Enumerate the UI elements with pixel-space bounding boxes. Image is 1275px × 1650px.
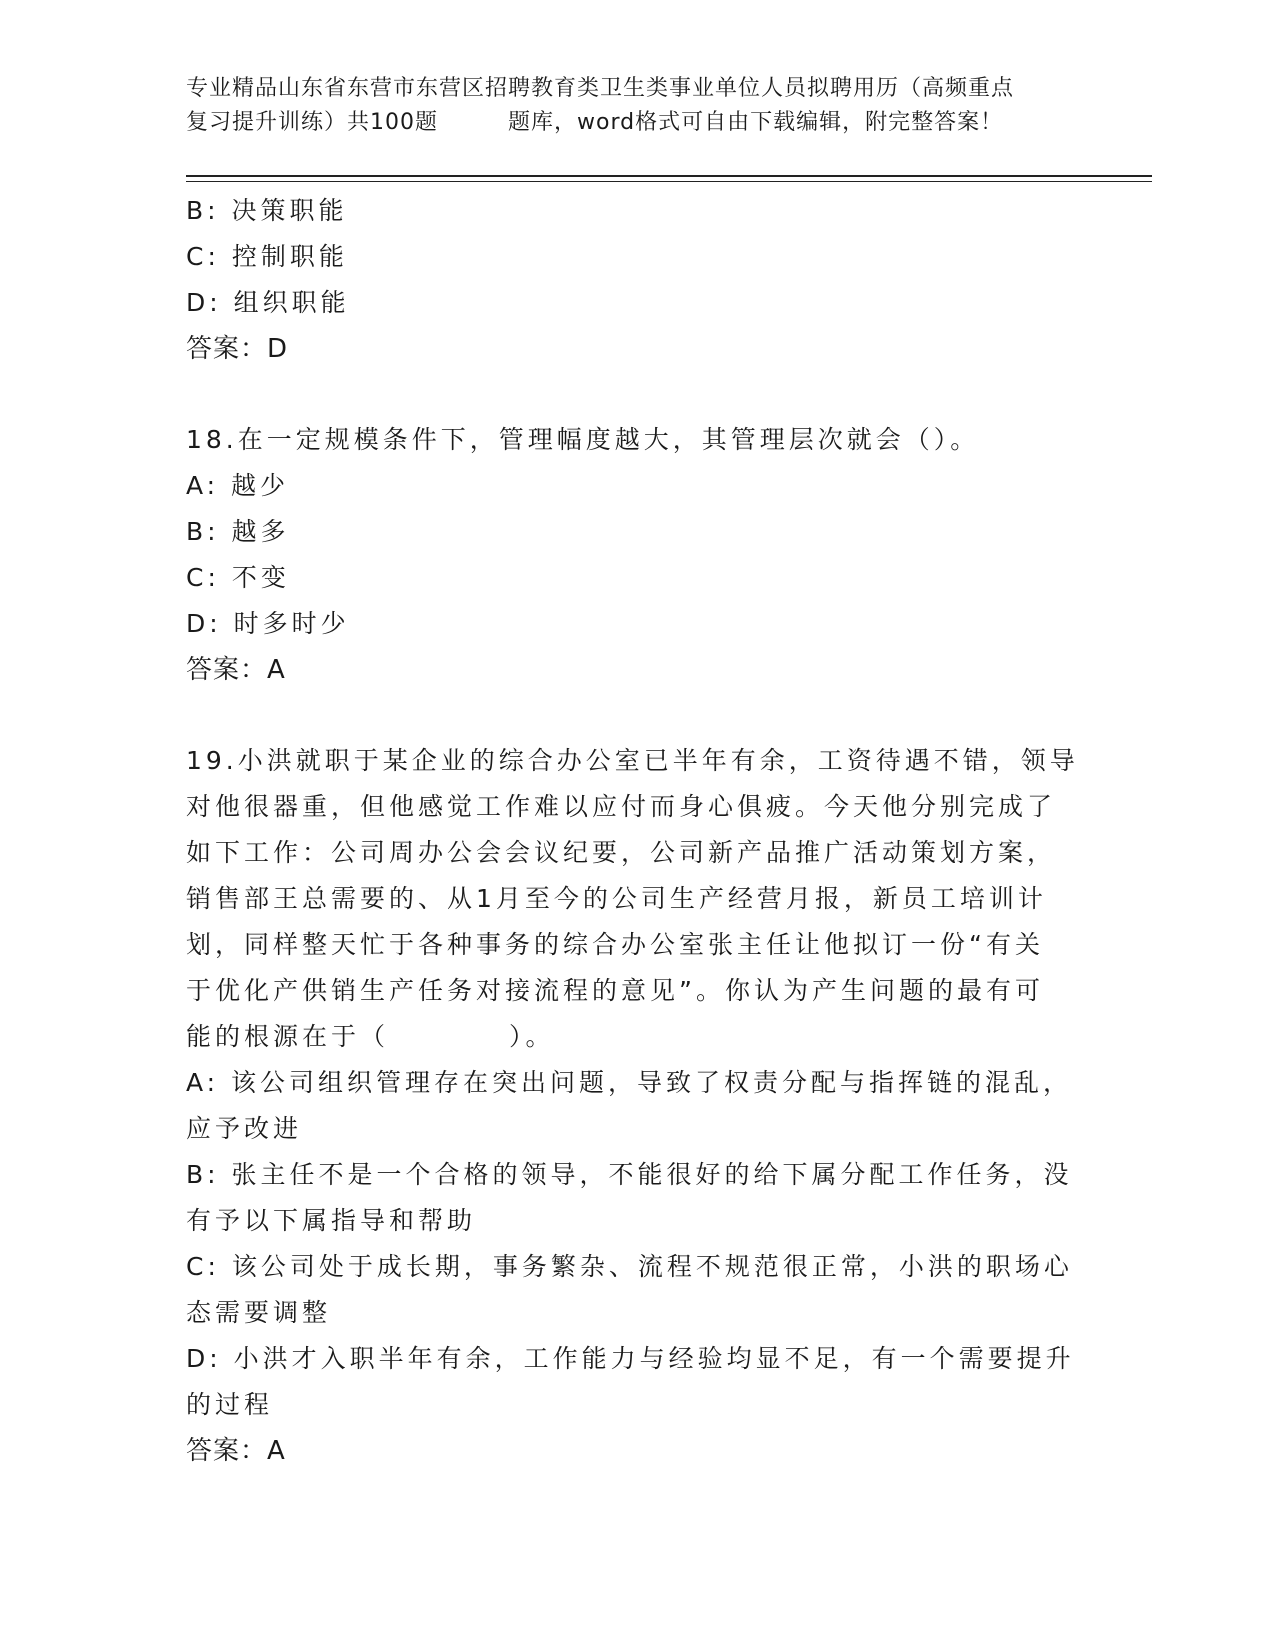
q19-option-a-line: A: 该公司组织管理存在突出问题，导致了权责分配与指挥链的混乱， <box>186 1068 1073 1097</box>
q18-option-b: B: 越多 <box>186 517 290 546</box>
q19-option-d-line: D: 小洪才入职半年有余，工作能力与经验均显不足，有一个需要提升 <box>186 1344 1075 1373</box>
q18-option-d: D: 时多时少 <box>186 609 350 638</box>
q19-option-c-line: 态需要调整 <box>186 1298 332 1327</box>
q19-question-line: 划，同样整天忙于各种事务的综合办公室张主任让他拟订一份“有关 <box>186 930 1044 959</box>
q18-answer: 答案：A <box>186 655 286 685</box>
header-line-2-start: 复习提升训练）共100题 <box>186 110 438 135</box>
spacer <box>186 372 1066 417</box>
q19-option-d-line: 的过程 <box>186 1390 274 1419</box>
q19-answer: 答案：A <box>186 1436 286 1466</box>
q19-option-a-line: 应予改进 <box>186 1114 303 1143</box>
q19-question-last-start: 能的根源在于（ <box>186 1022 390 1051</box>
q19-question-line: 对他很器重，但他感觉工作难以应付而身心俱疲。今天他分别完成了 <box>186 792 1057 821</box>
q19-question-last-line <box>186 1014 1066 1060</box>
spacer <box>186 693 1066 738</box>
header-rule-thin <box>186 181 1152 182</box>
q19-question-line: 销售部王总需要的、从1月至今的公司生产经营月报，新员工培训计 <box>186 884 1047 913</box>
q19-question-line: 19.小洪就职于某企业的综合办公室已半年有余，工资待遇不错，领导 <box>186 746 1079 775</box>
question-18 <box>186 417 1066 693</box>
q18-question: 18.在一定规模条件下，管理幅度越大，其管理层次就会（）。 <box>186 425 980 454</box>
header-line-2 <box>186 106 1086 140</box>
q19-option-b-line: 有予以下属指导和帮助 <box>186 1206 477 1235</box>
header-line-1: 专业精品山东省东营市东营区招聘教育类卫生类事业单位人员拟聘用历（高频重点 <box>186 76 1015 101</box>
q17-option-d: D: 组织职能 <box>186 288 350 317</box>
page-header <box>186 72 1086 140</box>
q18-option-c: C: 不变 <box>186 563 290 592</box>
q17-answer: 答案：D <box>186 334 289 364</box>
q19-question-line: 如下工作：公司周办公会会议纪要，公司新产品推广活动策划方案， <box>186 838 1057 867</box>
header-line-2-end: 题库，word格式可自由下载编辑，附完整答案！ <box>508 110 1004 135</box>
question-19 <box>186 738 1079 1474</box>
header-rule-thick <box>186 175 1152 177</box>
q17-option-c: C: 控制职能 <box>186 242 348 271</box>
q19-option-c-line: C: 该公司处于成长期，事务繁杂、流程不规范很正常，小洪的职场心 <box>186 1252 1073 1281</box>
q19-question-last-end: ）。 <box>509 1022 555 1051</box>
question-17-tail <box>186 188 1066 372</box>
document-body <box>186 188 1079 1474</box>
q18-option-a: A: 越少 <box>186 471 290 500</box>
q19-option-b-line: B: 张主任不是一个合格的领导，不能很好的给下属分配工作任务，没 <box>186 1160 1073 1189</box>
q17-option-b: B: 决策职能 <box>186 196 348 225</box>
q19-question-line: 于优化产供销生产任务对接流程的意见”。你认为产生问题的最有可 <box>186 976 1044 1005</box>
